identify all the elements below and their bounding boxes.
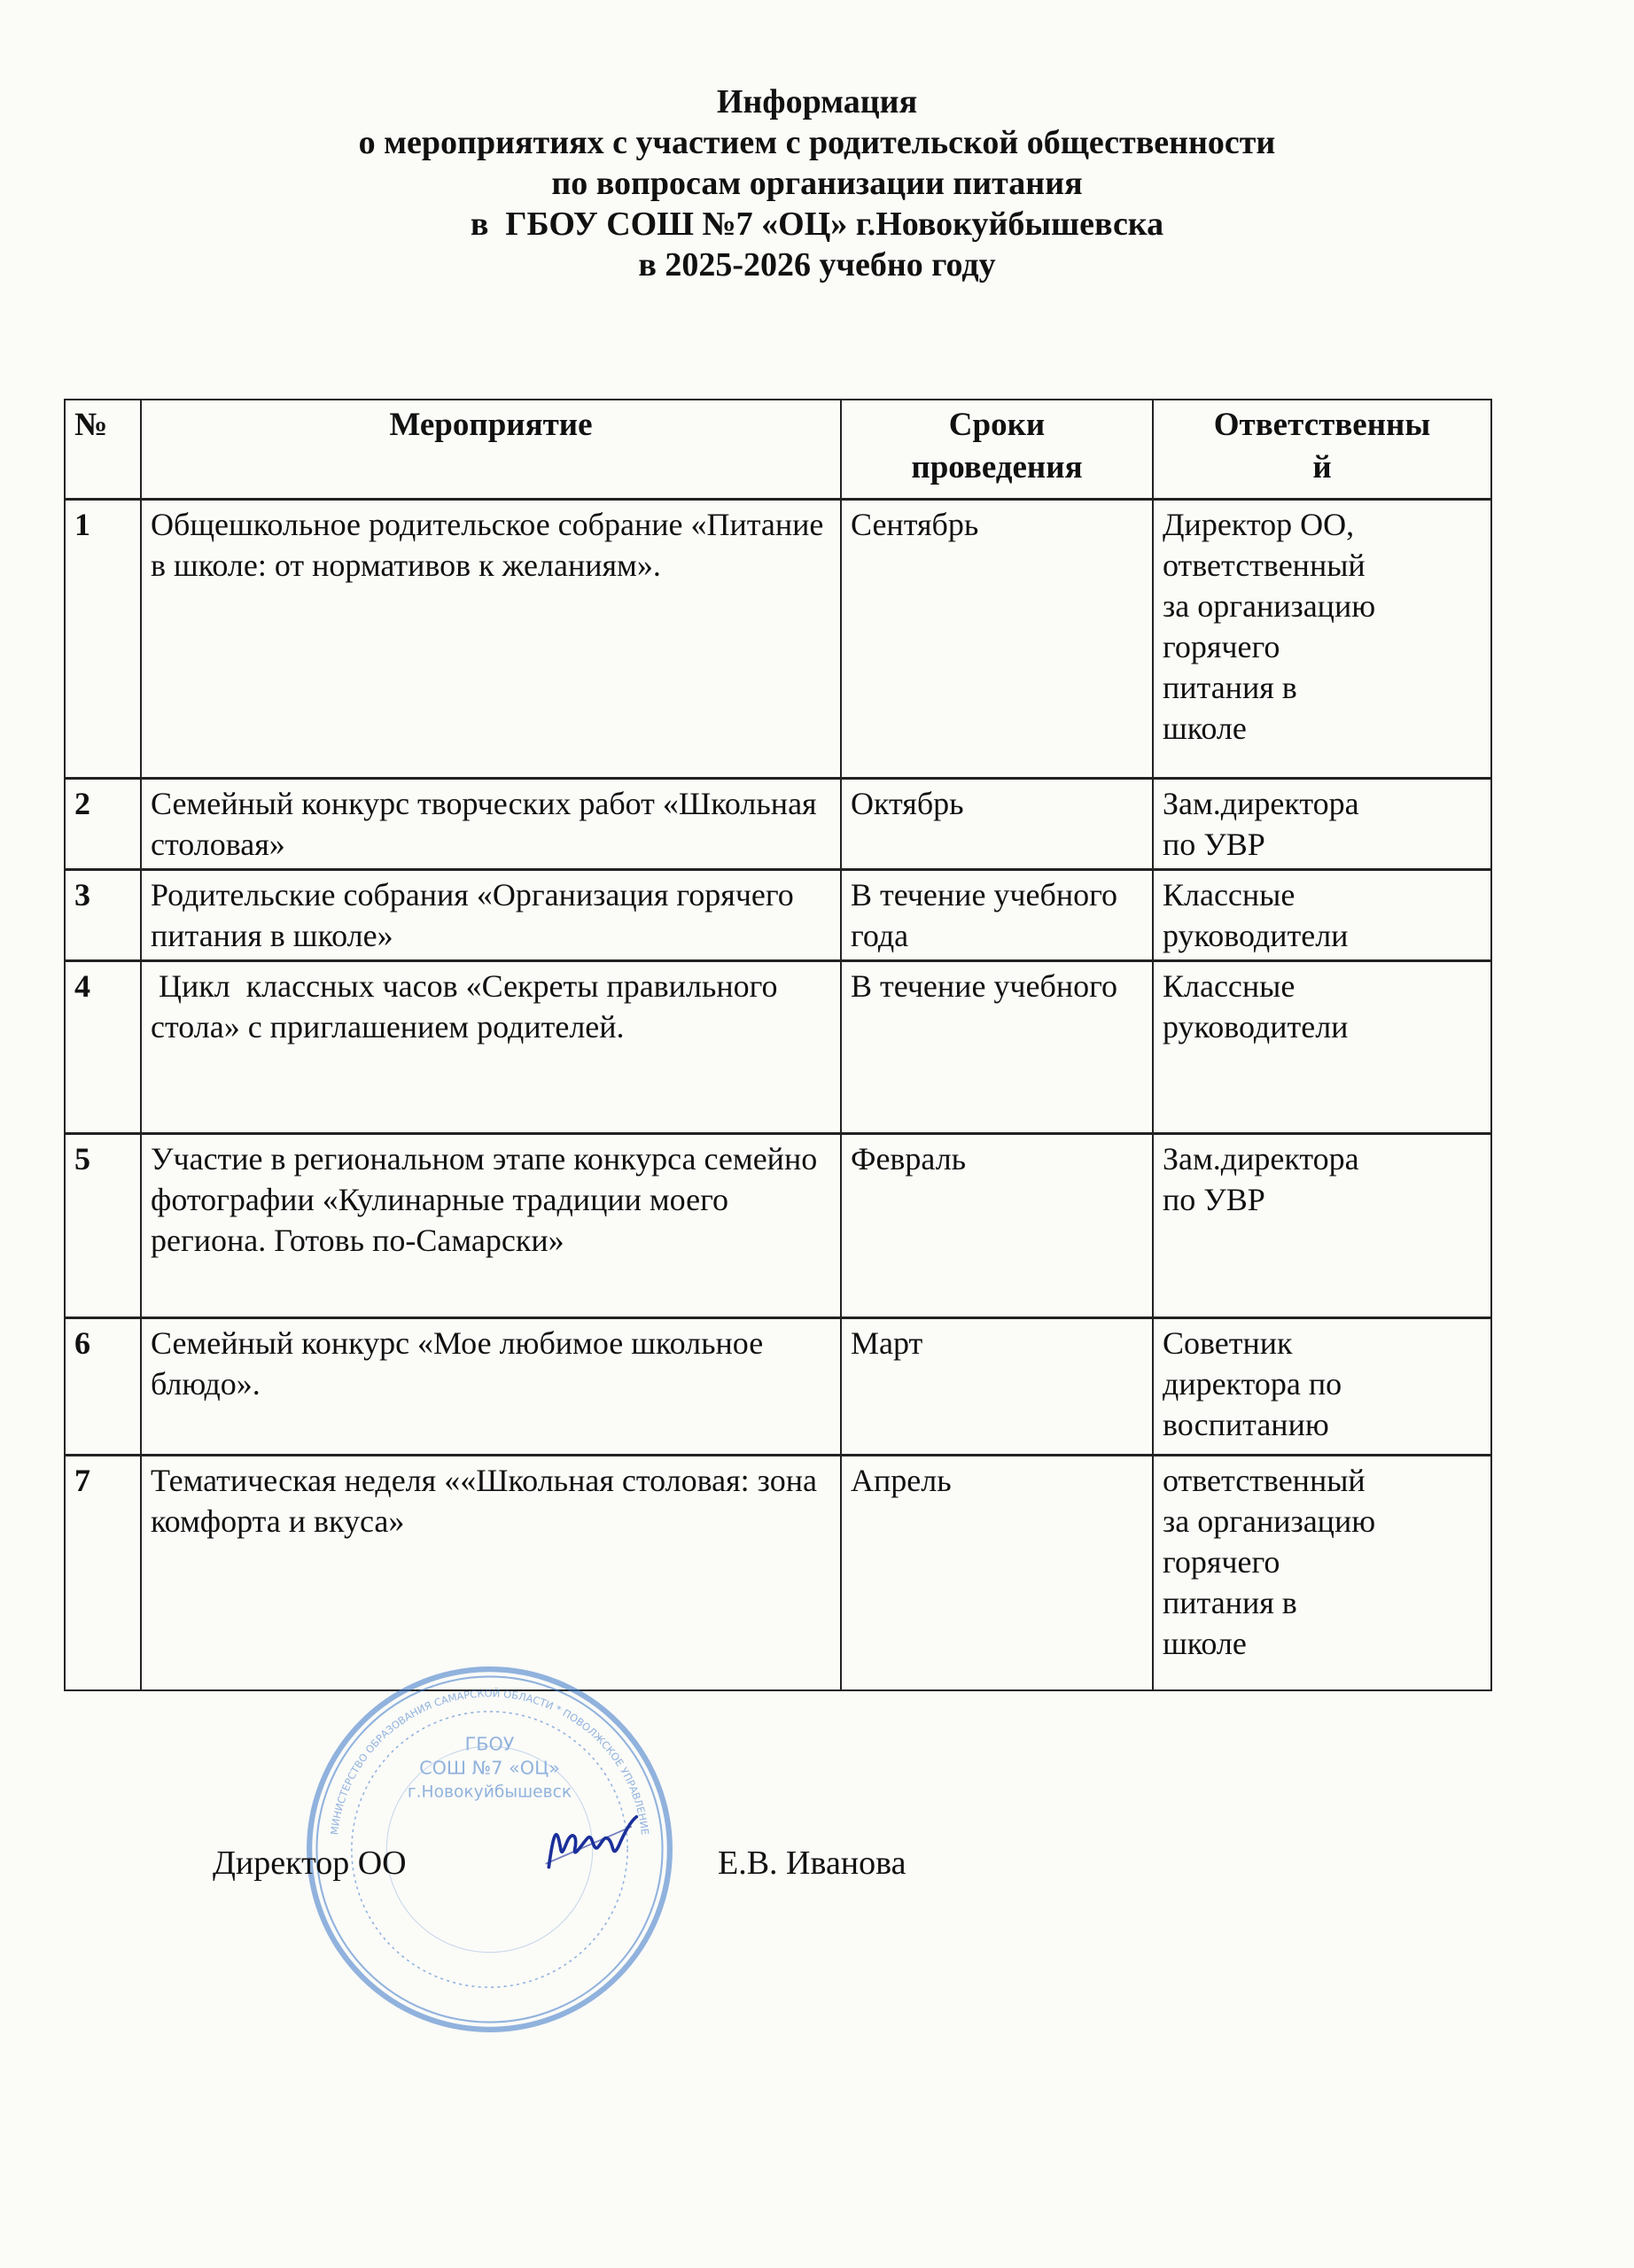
resp-line: горячего <box>1163 629 1280 664</box>
row-num: 4 <box>65 961 141 1134</box>
resp-line: Директор ОО, <box>1163 507 1355 542</box>
resp-line: школе <box>1163 1626 1247 1661</box>
row-num: 3 <box>65 870 141 961</box>
resp-line: по УВР <box>1163 827 1265 862</box>
title-line-1: Информация <box>716 83 918 120</box>
row-date: В течение учебного <box>841 961 1153 1134</box>
row-num: 6 <box>65 1318 141 1456</box>
resp-line: по УВР <box>1163 1182 1265 1217</box>
row-responsible <box>1153 1134 1491 1318</box>
resp-line: Зам.директора <box>1163 786 1359 821</box>
row-event: Родительские собрания «Организация горячего питания в школе» <box>141 870 841 961</box>
row-date: В течение учебного года <box>841 870 1153 961</box>
row-responsible <box>1153 500 1491 779</box>
resp-line: руководители <box>1163 1009 1349 1045</box>
resp-line: воспитанию <box>1163 1407 1329 1442</box>
resp-line: руководители <box>1163 918 1349 953</box>
row-event: Тематическая неделя ««Школьная столовая: зона комфорта и вкуса» <box>141 1456 841 1690</box>
title-line-3: по вопросам организации питания <box>551 165 1083 202</box>
document-title <box>0 82 1634 285</box>
row-event: Семейный конкурс «Мое любимое школьное блюдо». <box>141 1318 841 1456</box>
row-date: Сентябрь <box>841 500 1153 779</box>
resp-line: ответственный <box>1163 548 1366 583</box>
table-header-row <box>65 400 1491 500</box>
row-date: Февраль <box>841 1134 1153 1318</box>
header-date <box>841 400 1153 500</box>
stamp-center-line-3: г.Новокуйбышевск <box>407 1783 572 1802</box>
table-row <box>65 1134 1491 1318</box>
stamp-outer-text: МИНИСТЕРСТВО ОБРАЗОВАНИЯ САМАРСКОЙ ОБЛАСТИ * ПОВОЛЖСКОЕ УПРАВЛЕНИЕ <box>328 1687 651 1836</box>
resp-line: горячего <box>1163 1544 1280 1580</box>
resp-line: Зам.директора <box>1163 1141 1359 1177</box>
row-responsible <box>1153 1456 1491 1690</box>
header-date-line2: проведения <box>911 449 1083 485</box>
title-line-2: о мероприятиях с участием с родительской общественности <box>358 124 1276 161</box>
row-event: Семейный конкурс творческих работ «Школьная столовая» <box>141 779 841 870</box>
resp-line: за организацию <box>1163 1503 1376 1539</box>
header-date-line1: Сроки <box>948 407 1046 443</box>
header-num: № <box>65 400 141 500</box>
row-num: 7 <box>65 1456 141 1690</box>
row-num: 1 <box>65 500 141 779</box>
resp-line: Советник <box>1163 1325 1293 1361</box>
title-line-5: в 2025-2026 учебно году <box>638 246 996 284</box>
row-date: Апрель <box>841 1456 1153 1690</box>
row-responsible <box>1153 870 1491 961</box>
resp-line: Классные <box>1163 877 1296 913</box>
row-date: Март <box>841 1318 1153 1456</box>
resp-line: директора по <box>1163 1366 1342 1402</box>
header-responsible <box>1153 400 1491 500</box>
signature-name: Е.В. Иванова <box>718 1845 906 1882</box>
row-num: 5 <box>65 1134 141 1318</box>
row-event: Общешкольное родительское собрание «Питание в школе: от нормативов к желаниям». <box>141 500 841 779</box>
title-line-4: в ГБОУ СОШ №7 «ОЦ» г.Новокуйбышевска <box>470 206 1164 243</box>
handwritten-signature-icon <box>542 1807 640 1878</box>
header-resp-line2: й <box>1312 449 1332 485</box>
table-row <box>65 1456 1491 1690</box>
resp-line: Классные <box>1163 968 1296 1004</box>
table-row <box>65 500 1491 779</box>
row-responsible <box>1153 779 1491 870</box>
resp-line: ответственный <box>1163 1463 1366 1498</box>
table-row <box>65 1318 1491 1456</box>
events-table <box>64 399 1492 1691</box>
stamp-center-line-2: СОШ №7 «ОЦ» <box>419 1757 560 1779</box>
row-responsible <box>1153 961 1491 1134</box>
resp-line: питания в <box>1163 1585 1297 1620</box>
row-date: Октябрь <box>841 779 1153 870</box>
table-row <box>65 779 1491 870</box>
header-event: Мероприятие <box>141 400 841 500</box>
row-event: Участие в региональном этапе конкурса семейно фотографии «Кулинарные традиции моего региона. Готовь по-Самарски» <box>141 1134 841 1318</box>
header-resp-line1: Ответственны <box>1213 407 1431 443</box>
resp-line: питания в <box>1163 670 1297 705</box>
row-event: Цикл классных часов «Секреты правильного стола» с приглашением родителей. <box>141 961 841 1134</box>
table-row <box>65 870 1491 961</box>
row-num: 2 <box>65 779 141 870</box>
table-row <box>65 961 1491 1134</box>
row-responsible <box>1153 1318 1491 1456</box>
resp-line: за организацию <box>1163 588 1376 624</box>
signature-position: Директор ОО <box>213 1845 407 1882</box>
stamp-center-line-1: ГБОУ <box>464 1733 515 1755</box>
resp-line: школе <box>1163 711 1247 746</box>
